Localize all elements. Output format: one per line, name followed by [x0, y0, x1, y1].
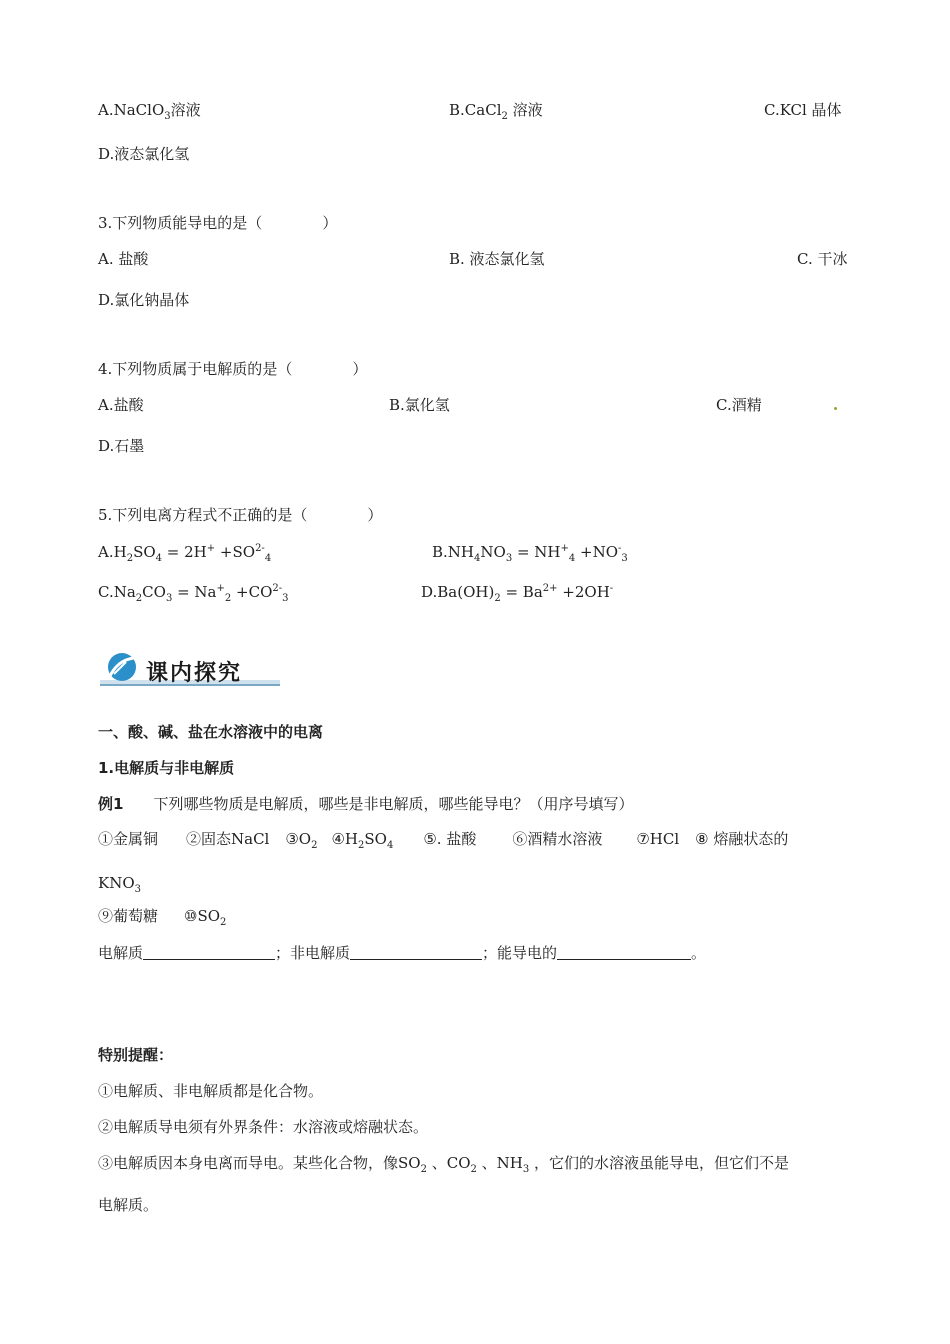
electrolyte-blank[interactable]: [143, 945, 275, 960]
q3-option-d: D.氯化钠晶体: [98, 291, 190, 309]
q2-option-c: C.KCl 晶体: [764, 101, 842, 119]
banner-title: 课内探究: [146, 661, 243, 686]
example-items-line2: $KNO_3$: [98, 874, 142, 895]
q3-stem: 3.下列物质能导电的是（ ）: [98, 214, 338, 232]
pen-swoosh-icon: [108, 653, 136, 681]
q5-option-a: $A.H_2SO_4 = 2H^+ +SO^{2-}_4$: [98, 543, 272, 564]
example-line: [98, 794, 633, 814]
reminder-1: ①电解质、非电解质都是化合物。: [98, 1082, 324, 1100]
example-question: 下列哪些物质是电解质，哪些是非电解质，哪些能导电？（用序号填写）: [153, 795, 634, 813]
q4-option-a: A.盐酸: [98, 396, 144, 414]
reminder-3-cont: 电解质。: [98, 1196, 159, 1214]
reminder-2: ②电解质导电须有外界条件：水溶液或熔融状态。: [98, 1118, 429, 1136]
stray-dot: [834, 407, 837, 410]
q3-option-c: C. 干冰: [797, 250, 848, 268]
non-electrolyte-blank[interactable]: [350, 945, 482, 960]
section-heading: 一、酸、碱、盐在水溶液中的电离: [98, 723, 324, 741]
q5-option-b: $B.NH_4NO_3 = NH^+_4 +NO^-_3$: [432, 543, 628, 564]
example-items-line1: ①金属铜 ②固态NaCl $③O_2$ $④H_2SO_4$ ⑤. 盐酸 ⑥酒精水溶液 ⑦HCl ⑧ 熔融状态的: [98, 830, 789, 851]
q4-option-b: B.氯化氢: [389, 396, 450, 414]
reminder-title: 特别提醒：: [98, 1046, 174, 1064]
sub-heading: 1.电解质与非电解质: [98, 759, 235, 777]
q2-option-b: B.CaCl$_2$ 溶液: [449, 101, 543, 122]
answer-line: 电解质 ；非电解质 ；能导电的 。: [98, 944, 707, 962]
q2-option-a: A.NaClO$_3$溶液: [98, 101, 201, 122]
q5-stem: 5.下列电离方程式不正确的是（ ）: [98, 506, 383, 524]
q5-option-d: $D.Ba(OH)_2 = Ba^{2+} +2OH^-$: [421, 583, 614, 604]
q3-option-b: B. 液态氯化氢: [449, 250, 545, 268]
q2-option-d: D.液态氯化氢: [98, 145, 190, 163]
conductive-blank[interactable]: [557, 945, 691, 960]
q4-option-d: D.石墨: [98, 437, 145, 455]
q3-option-a: A. 盐酸: [98, 250, 149, 268]
q4-stem: 4.下列物质属于电解质的是（ ）: [98, 360, 368, 378]
example-label: 例1: [98, 795, 124, 813]
example-items-line3: ⑨葡萄糖 $⑩SO_2$: [98, 907, 227, 928]
q4-option-c: C.酒精: [716, 396, 762, 414]
q5-option-c: $C.Na_2CO_3 = Na^+_2 +CO^{2-}_3$: [98, 583, 289, 604]
reminder-3: ③电解质因本身电离而导电。某些化合物，像$SO_2$ 、$CO_2$ 、$NH_3$ ，它们的水溶液虽能导电，但它们不是: [98, 1154, 790, 1175]
